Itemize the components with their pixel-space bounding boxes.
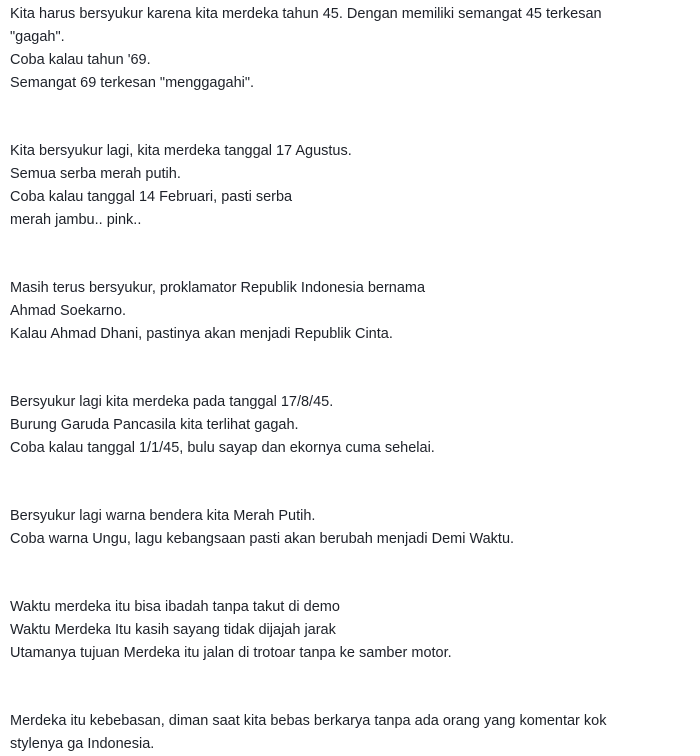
text-line: Kita harus bersyukur karena kita merdeka tahun 45. Dengan memiliki semangat 45 terkesan <box>10 6 602 22</box>
paragraph-spacer <box>10 346 690 391</box>
text-line: Waktu merdeka itu bisa ibadah tanpa takut di demo <box>10 599 340 615</box>
text-line: merah jambu.. pink.. <box>10 212 142 228</box>
paragraph-spacer <box>10 460 690 505</box>
paragraph-spacer <box>10 232 690 277</box>
text-line: Bersyukur lagi kita merdeka pada tanggal 17/8/45. <box>10 394 334 410</box>
paragraph-6 <box>10 596 690 665</box>
text-line: Coba warna Ungu, lagu kebangsaan pasti akan berubah menjadi Demi Waktu. <box>10 531 515 547</box>
text-line: Bersyukur lagi warna bendera kita Merah Putih. <box>10 508 316 524</box>
text-line: Waktu Merdeka Itu kasih sayang tidak dijajah jarak <box>10 622 336 638</box>
text-line: "gagah". <box>10 29 65 45</box>
paragraph-3 <box>10 277 690 346</box>
paragraph-spacer <box>10 665 690 710</box>
text-line: Utamanya tujuan Merdeka itu jalan di trotoar tanpa ke samber motor. <box>10 645 452 661</box>
text-line: Semua serba merah putih. <box>10 166 181 182</box>
text-line: Masih terus bersyukur, proklamator Republik Indonesia bernama <box>10 280 426 296</box>
paragraph-2 <box>10 140 690 232</box>
text-line: stylenya ga Indonesia. <box>10 736 155 752</box>
text-line: Coba kalau tanggal 14 Februari, pasti serba <box>10 189 293 205</box>
paragraph-spacer <box>10 551 690 596</box>
text-line: Burung Garuda Pancasila kita terlihat gagah. <box>10 417 299 433</box>
text-line: Merdeka itu kebebasan, diman saat kita bebas berkarya tanpa ada orang yang komentar kok <box>10 713 607 729</box>
text-line: Kalau Ahmad Dhani, pastinya akan menjadi Republik Cinta. <box>10 326 393 342</box>
paragraph-7 <box>10 710 690 756</box>
paragraph-spacer <box>10 95 690 140</box>
text-line: Coba kalau tahun '69. <box>10 52 151 68</box>
paragraph-5 <box>10 505 690 551</box>
text-line: Ahmad Soekarno. <box>10 303 127 319</box>
text-line: Coba kalau tanggal 1/1/45, bulu sayap dan ekornya cuma sehelai. <box>10 440 435 456</box>
paragraph-1 <box>10 3 690 95</box>
text-line: Kita bersyukur lagi, kita merdeka tanggal 17 Agustus. <box>10 143 352 159</box>
text-line: Semangat 69 terkesan "menggagahi". <box>10 75 255 91</box>
paragraph-4 <box>10 391 690 460</box>
